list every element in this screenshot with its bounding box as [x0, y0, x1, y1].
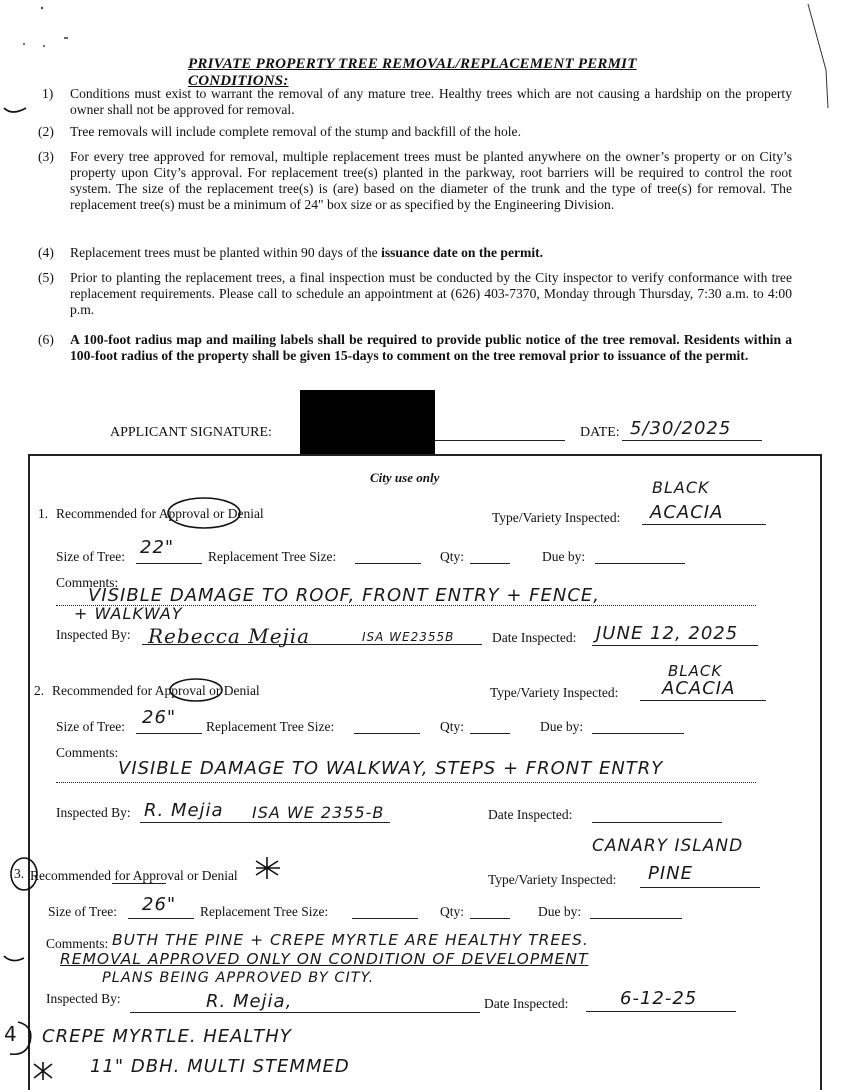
entry-2-size: 26": [142, 707, 177, 728]
entry-2-variety-line1: BLACK: [668, 662, 723, 680]
size-label: Size of Tree:: [56, 549, 125, 564]
asterisk-mark: [30, 1060, 56, 1082]
page-title: PRIVATE PROPERTY TREE REMOVAL/REPLACEMENT PERMIT CONDITIONS:: [188, 56, 637, 89]
note-4-line2: 11" DBH. MULTI STEMMED: [90, 1056, 350, 1077]
date-line: [622, 440, 762, 441]
entry-1-comment-line2: + WALKWAY: [74, 604, 183, 623]
condition-1: [30, 86, 792, 118]
condition-text-bold: issuance date on the permit.: [381, 245, 544, 260]
field-line: [355, 563, 421, 564]
entry-3-number: 3.: [14, 866, 25, 881]
note-4-number: 4: [4, 1022, 18, 1046]
condition-number: (5): [38, 270, 54, 285]
due-by-label: Due by:: [540, 719, 584, 734]
condition-number: (2): [38, 124, 54, 139]
entry-2-inspector: R. Mejia: [144, 800, 224, 821]
replacement-size-label: Replacement Tree Size:: [208, 549, 337, 564]
field-line: [470, 563, 510, 564]
condition-6: [30, 332, 792, 364]
field-line: [354, 733, 420, 734]
entry-2-number: 2.: [34, 683, 45, 698]
entry-1-number: 1.: [38, 506, 49, 521]
condition-text: Conditions must exist to warrant the removal of any mature tree. Healthy trees which are not causing a hardship on the property owner shall not be approved for removal.: [70, 86, 792, 117]
field-line: [592, 822, 722, 823]
entry-3-comment-line2: REMOVAL APPROVED ONLY ON CONDITION OF DEVELOPMENT: [60, 950, 589, 968]
field-line: [640, 700, 766, 701]
entry-1-variety-line2: ACACIA: [650, 502, 724, 523]
condition-3: [30, 149, 792, 213]
field-line: [136, 733, 202, 734]
field-line: [130, 1012, 480, 1013]
condition-number: (4): [38, 245, 54, 260]
date-inspected-label: Date Inspected:: [492, 630, 577, 645]
condition-text: For every tree approved for removal, multiple replacement trees must be planted anywhere on the owner’s property or on City’s property upon City’s approval. For replacement tree(s) planted in the parkway, root barriers will be required to control the root system. The size of the replacement tree(s) is (are) based on the diameter of the trunk and the type of tree(s) for removal. The replacement tree(s) must be a minimum of 24" box size or as specified by the Engineering Division.: [70, 149, 792, 212]
entry-3-variety-line1: CANARY ISLAND: [592, 836, 744, 856]
comment-line: [56, 782, 756, 783]
entry-3-size: 26": [142, 894, 177, 915]
comments-label: Comments:: [56, 575, 119, 590]
inspected-by-label: Inspected By:: [56, 805, 131, 820]
due-by-label: Due by:: [538, 904, 582, 919]
asterisk-mark: [252, 855, 284, 881]
field-line: [592, 733, 684, 734]
field-line: [352, 918, 418, 919]
qty-label: Qty:: [440, 719, 465, 734]
signature-date: 5/30/2025: [630, 418, 732, 439]
entry-1-recommendation: Recommended for Approval or Denial: [56, 506, 264, 521]
entry-3-comment-line3: PLANS BEING APPROVED BY CITY.: [102, 970, 375, 986]
type-variety-label: Type/Variety Inspected:: [492, 510, 621, 525]
condition-2: [30, 124, 792, 140]
entry-3-inspector: R. Mejia,: [206, 991, 293, 1012]
qty-label: Qty:: [440, 549, 465, 564]
field-line: [586, 1011, 736, 1012]
field-line: [140, 822, 390, 823]
city-use-only-label: City use only: [370, 470, 440, 485]
inspected-by-label: Inspected By:: [56, 627, 131, 642]
field-line: [640, 887, 760, 888]
field-line: [136, 563, 202, 564]
condition-text: Prior to planting the replacement trees, a final inspection must be conducted by the City inspector to verify conformance with tree replacement requirements. Please call to schedule an appointment at (626) 403-7370, Monday through Thursday, 7:30 a.m. to 4:00 p.m.: [70, 270, 792, 317]
condition-number: 1): [42, 86, 54, 101]
replacement-size-label: Replacement Tree Size:: [200, 904, 329, 919]
approval-circle: [166, 674, 226, 704]
field-line: [595, 563, 685, 564]
date-inspected-label: Date Inspected:: [484, 996, 569, 1011]
condition-number: (6): [38, 332, 54, 347]
field-line: [590, 918, 682, 919]
entry-3-variety-line2: PINE: [648, 863, 694, 884]
entry-3-comment-line1: BUTH THE PINE + CREPE MYRTLE ARE HEALTHY TREES.: [112, 931, 589, 949]
condition-text: Tree removals will include complete removal of the stump and backfill of the hole.: [70, 124, 521, 139]
type-variety-label: Type/Variety Inspected:: [488, 872, 617, 887]
inspected-by-label: Inspected By:: [46, 991, 121, 1006]
comments-label: Comments:: [56, 745, 119, 760]
condition-4: [30, 245, 792, 261]
note-4-line1: CREPE MYRTLE. HEALTHY: [42, 1026, 292, 1047]
entry-2-variety-line2: ACACIA: [662, 678, 736, 699]
entry-1-variety-line1: BLACK: [652, 478, 710, 497]
check-mark: [2, 104, 30, 118]
field-line: [128, 918, 194, 919]
date-inspected-label: Date Inspected:: [488, 807, 573, 822]
qty-label: Qty:: [440, 904, 465, 919]
comments-label: Comments:: [46, 936, 109, 951]
date-label: DATE:: [580, 425, 620, 440]
entry-1-inspector-cert: ISA WE2355B: [362, 630, 455, 644]
size-label: Size of Tree:: [56, 719, 125, 734]
entry-1-size: 22": [140, 537, 175, 558]
approval-circle: [160, 492, 250, 532]
replacement-size-label: Replacement Tree Size:: [206, 719, 335, 734]
entry-2-comment-line1: VISIBLE DAMAGE TO WALKWAY, STEPS + FRONT ENTRY: [118, 758, 664, 779]
entry-2-recommendation: Recommended for Approval or Denial: [52, 683, 260, 698]
condition-text: Replacement trees must be planted within 90 days of the: [70, 245, 382, 260]
size-label: Size of Tree:: [48, 904, 117, 919]
field-line: [642, 524, 766, 525]
approval-underline: [112, 883, 166, 884]
entry-2-inspector-cert: ISA WE 2355-B: [252, 803, 385, 822]
margin-check-mark: [2, 952, 26, 968]
field-line: [470, 733, 510, 734]
applicant-signature-label: APPLICANT SIGNATURE:: [110, 425, 272, 440]
entry-1-inspector: Rebecca Mejia: [148, 624, 311, 648]
entry-3-recommendation: Recommended for Approval or Denial: [30, 868, 238, 883]
field-line: [592, 645, 758, 646]
due-by-label: Due by:: [542, 549, 586, 564]
type-variety-label: Type/Variety Inspected:: [490, 685, 619, 700]
entry-3-date-inspected: 6-12-25: [620, 988, 698, 1009]
condition-5: [30, 270, 792, 318]
redacted-signature: [300, 390, 435, 456]
entry-1-date-inspected: JUNE 12, 2025: [596, 623, 739, 644]
condition-text: A 100-foot radius map and mailing labels shall be required to provide public notice of the tree removal. Residents within a 100-foot radius of the property shall be given 15-days to comment on the tree removal prior to issuance of the permit.: [70, 332, 792, 363]
entry-1-comment-line1: VISIBLE DAMAGE TO ROOF, FRONT ENTRY + FENCE,: [88, 585, 601, 606]
condition-number: (3): [38, 149, 54, 164]
field-line: [470, 918, 510, 919]
